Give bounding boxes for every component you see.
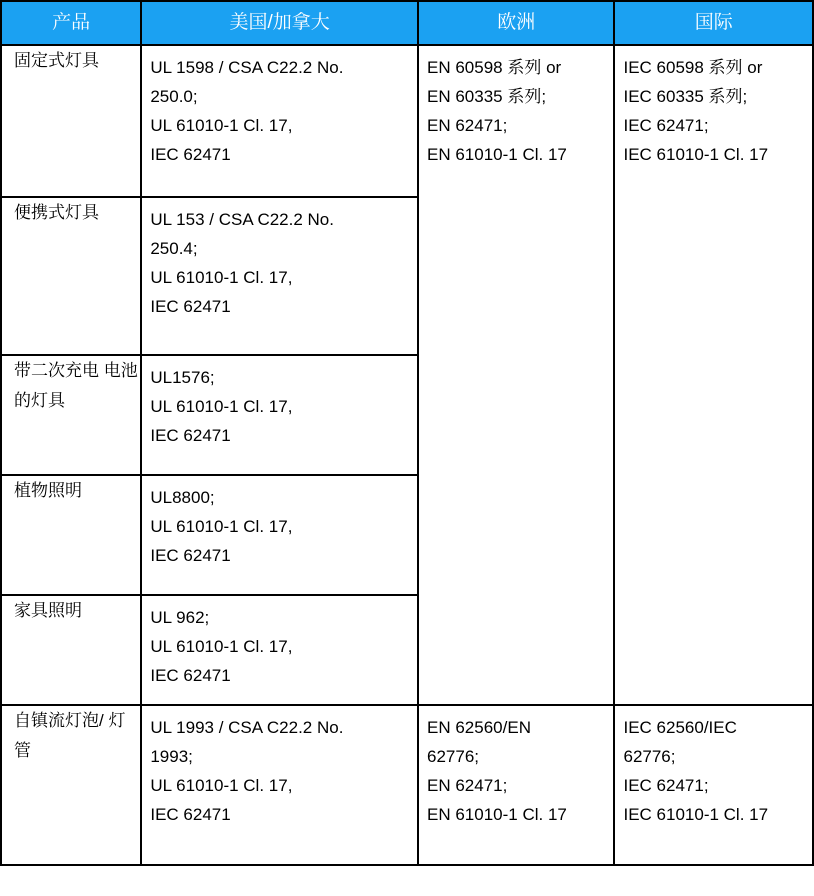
product-label: 家具照明 bbox=[14, 601, 82, 620]
standard-line: UL 61010-1 Cl. 17, bbox=[150, 267, 293, 287]
table-row bbox=[1, 45, 813, 197]
standard-line: IEC 62471 bbox=[150, 804, 231, 824]
column-header-product: 产品 bbox=[1, 1, 141, 45]
column-header-us-canada: 美国/加拿大 bbox=[141, 1, 418, 45]
us-standards-lines bbox=[142, 356, 417, 459]
international-standards-wrap bbox=[615, 46, 812, 178]
us-standards-lines bbox=[142, 706, 417, 838]
table-body bbox=[1, 45, 813, 865]
standard-line: 62776; bbox=[623, 746, 676, 766]
standard-line: IEC 61010-1 Cl. 17 bbox=[623, 144, 769, 164]
product-cell bbox=[1, 475, 141, 595]
standard-line: UL 1598 / CSA C22.2 No. bbox=[150, 58, 344, 77]
product-cell bbox=[1, 45, 141, 197]
us-standards-cell bbox=[141, 197, 418, 355]
eu-standards-cell bbox=[418, 705, 614, 865]
eu-standards-merged-cell bbox=[418, 45, 614, 705]
standard-line: IEC 62471 bbox=[150, 665, 231, 685]
standard-line: IEC 62471 bbox=[150, 545, 231, 565]
international-standards-lines bbox=[615, 706, 812, 838]
product-cell bbox=[1, 705, 141, 865]
product-label: 便携式灯具 bbox=[14, 203, 99, 222]
standard-line: 250.0; bbox=[150, 86, 198, 106]
standard-line: IEC 60598 系列 or bbox=[623, 58, 763, 77]
standard-line: IEC 61010-1 Cl. 17 bbox=[623, 804, 769, 824]
standard-line: UL 61010-1 Cl. 17, bbox=[150, 516, 293, 536]
eu-standards-wrap bbox=[419, 46, 613, 178]
table-row bbox=[1, 705, 813, 865]
us-standards-cell bbox=[141, 475, 418, 595]
standard-line: EN 62471; bbox=[427, 775, 508, 795]
standard-line: 1993; bbox=[150, 746, 193, 766]
standard-line: IEC 62471; bbox=[623, 775, 709, 795]
us-standards-cell bbox=[141, 705, 418, 865]
standard-line: IEC 60335 系列; bbox=[623, 86, 748, 106]
standard-line: UL 962; bbox=[150, 608, 210, 627]
us-standards-cell bbox=[141, 355, 418, 475]
standard-line: EN 62560/EN bbox=[427, 718, 531, 737]
product-label: 植物照明 bbox=[14, 481, 82, 500]
product-label: 固定式灯具 bbox=[14, 51, 99, 70]
us-standards-lines bbox=[142, 476, 417, 579]
column-header-international: 国际 bbox=[614, 1, 813, 45]
standard-line: EN 60335 系列; bbox=[427, 86, 547, 106]
us-standards-lines bbox=[142, 596, 417, 699]
us-standards-cell bbox=[141, 45, 418, 197]
us-standards-cell bbox=[141, 595, 418, 705]
standard-line: EN 61010-1 Cl. 17 bbox=[427, 144, 567, 164]
product-label: 带二次充电 电池的灯具 bbox=[14, 361, 138, 410]
international-standards-merged-cell bbox=[614, 45, 813, 705]
standard-line: IEC 62471 bbox=[150, 296, 231, 316]
eu-standards-lines bbox=[419, 46, 575, 178]
product-cell bbox=[1, 197, 141, 355]
column-header-europe: 欧洲 bbox=[418, 1, 614, 45]
standard-line: EN 61010-1 Cl. 17 bbox=[427, 804, 567, 824]
us-standards-lines bbox=[142, 198, 417, 330]
table-header-row bbox=[1, 1, 813, 45]
standard-line: IEC 62471 bbox=[150, 425, 231, 445]
standard-line: UL 61010-1 Cl. 17, bbox=[150, 396, 293, 416]
standard-line: UL 153 / CSA C22.2 No. bbox=[150, 210, 334, 229]
us-standards-lines bbox=[142, 46, 417, 178]
standard-line: UL 1993 / CSA C22.2 No. bbox=[150, 718, 344, 737]
standard-line: 62776; bbox=[427, 746, 480, 766]
standard-line: IEC 62471 bbox=[150, 144, 231, 164]
standard-line: UL 61010-1 Cl. 17, bbox=[150, 636, 293, 656]
international-standards-lines bbox=[615, 46, 776, 178]
standard-line: IEC 62471; bbox=[623, 115, 709, 135]
standard-line: EN 62471; bbox=[427, 115, 508, 135]
eu-standards-lines bbox=[419, 706, 613, 838]
standard-line: IEC 62560/IEC bbox=[623, 718, 737, 737]
product-label: 自镇流灯泡/ 灯管 bbox=[14, 711, 126, 760]
product-cell bbox=[1, 355, 141, 475]
standard-line: EN 60598 系列 or bbox=[427, 58, 562, 77]
standard-line: 250.4; bbox=[150, 238, 198, 258]
standard-line: UL 61010-1 Cl. 17, bbox=[150, 115, 293, 135]
table-header bbox=[1, 1, 813, 45]
international-standards-cell bbox=[614, 705, 813, 865]
standard-line: UL8800; bbox=[150, 488, 215, 507]
standard-line: UL 61010-1 Cl. 17, bbox=[150, 775, 293, 795]
standard-line: UL1576; bbox=[150, 368, 215, 387]
product-cell bbox=[1, 595, 141, 705]
